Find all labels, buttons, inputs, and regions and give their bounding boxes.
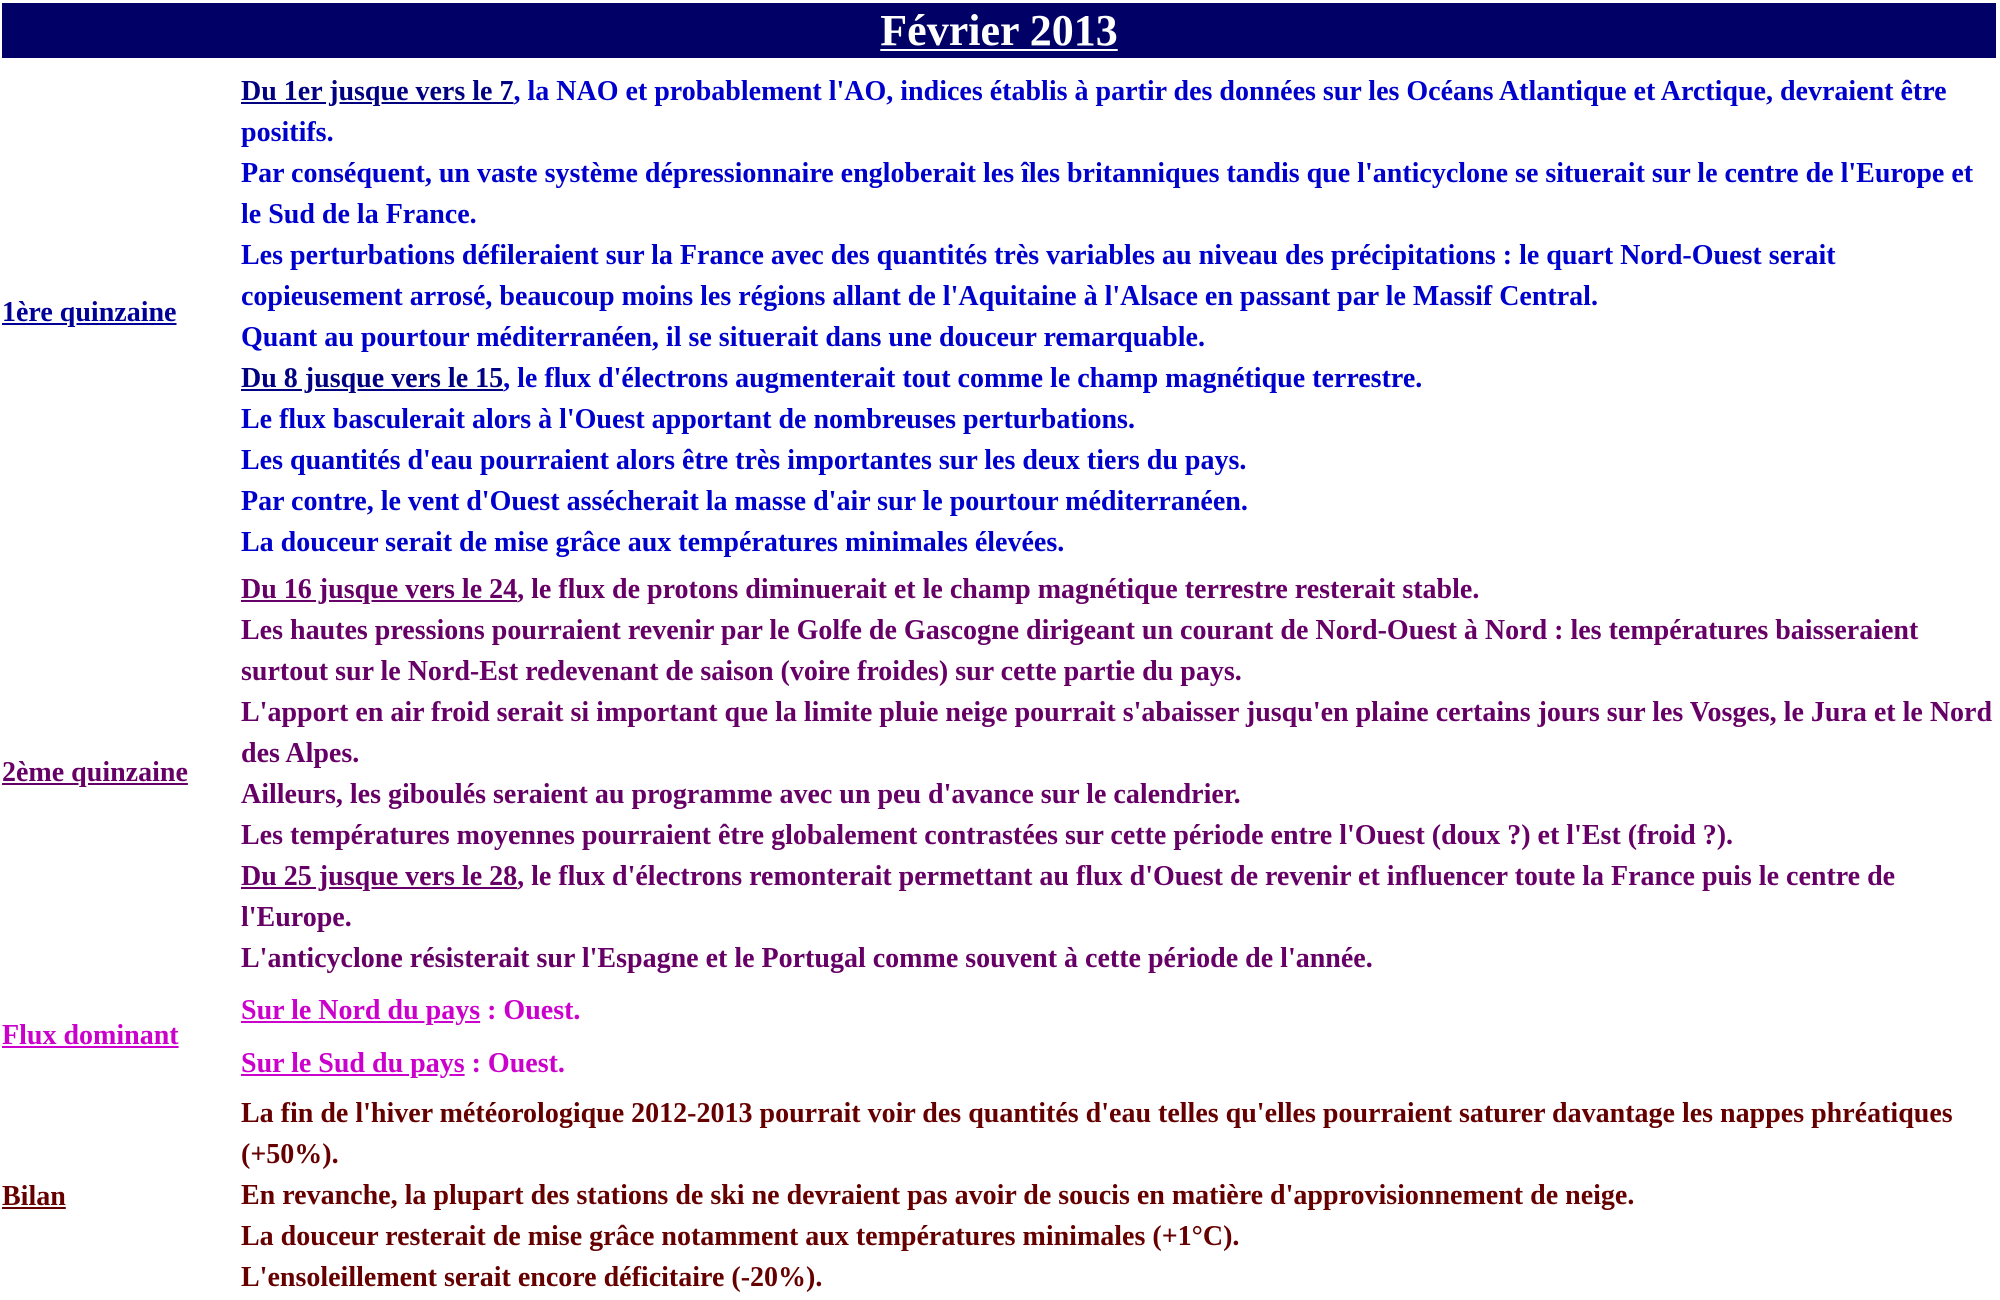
paragraph: Ailleurs, les giboulés seraient au programme avec un peu d'avance sur le calendrier. xyxy=(241,779,1241,810)
paragraph: Les températures moyennes pourraient être globalement contrastées sur cette période entre l'Ouest (doux ?) et l'Est (froid ?). xyxy=(241,820,1734,851)
section-1-content xyxy=(241,71,1996,563)
paragraph xyxy=(241,990,1996,1031)
paragraph xyxy=(241,569,1996,610)
paragraph: Quant au pourtour méditerranéen, il se situerait dans une douceur remarquable. xyxy=(241,322,1205,353)
paragraph: Le flux basculerait alors à l'Ouest apportant de nombreuses perturbations. xyxy=(241,404,1135,435)
paragraph xyxy=(241,856,1996,938)
period-link-16-24[interactable]: Du 16 jusque vers le 24 xyxy=(241,574,518,605)
paragraph: Les perturbations défileraient sur la France avec des quantités très variables au niveau des précipitations : le quart Nord-Ouest serait copieusement arrosé, beaucoup moins les régions allant de l'Aquitaine à l'Alsace en passant par le Massif Central. xyxy=(241,240,1836,312)
paragraph: Les hautes pressions pourraient revenir par le Golfe de Gascogne dirigeant un courant de Nord-Ouest à Nord : les températures baisseraient surtout sur le Nord-Est redevenant de saison (voire froides) sur cette partie du pays. xyxy=(241,615,1919,687)
section-link-bilan[interactable]: Bilan xyxy=(2,1181,66,1212)
paragraph: En revanche, la plupart des stations de ski ne devraient pas avoir de soucis en matière d'approvisionnement de neige. xyxy=(241,1180,1635,1211)
paragraph: L'apport en air froid serait si important que la limite pluie neige pourrait s'abaisser jusqu'en plaine certains jours sur les Vosges, le Jura et le Nord des Alpes. xyxy=(241,697,1993,769)
section-link-1ere-quinzaine[interactable]: 1ère quinzaine xyxy=(2,297,177,328)
paragraph: La fin de l'hiver météorologique 2012-2013 pourrait voir des quantités d'eau telles qu'elles pourraient saturer davantage les nappes phréatiques (+50%). xyxy=(241,1098,1953,1170)
paragraph-text: : Ouest. xyxy=(464,1048,565,1079)
region-link-sud[interactable]: Sur le Sud du pays xyxy=(241,1048,465,1079)
section-link-flux-dominant[interactable]: Flux dominant xyxy=(2,1020,179,1051)
paragraph: Par contre, le vent d'Ouest assécherait la masse d'air sur le pourtour méditerranéen. xyxy=(241,486,1248,517)
section-link-2eme-quinzaine[interactable]: 2ème quinzaine xyxy=(2,757,188,788)
section-2-content xyxy=(241,569,1996,979)
paragraph xyxy=(241,358,1996,399)
section-4-content xyxy=(241,1093,1996,1298)
paragraph: Par conséquent, un vaste système dépressionnaire engloberait les îles britanniques tandis que l'anticyclone se situerait sur le centre de l'Europe et le Sud de la France. xyxy=(241,158,1974,230)
paragraph xyxy=(241,71,1996,153)
section-3-content xyxy=(241,990,1996,1084)
page-title-bar xyxy=(2,3,1996,58)
paragraph-text: , le flux de protons diminuerait et le champ magnétique terrestre resterait stable. xyxy=(517,574,1480,605)
paragraph: L'ensoleillement serait encore déficitaire (-20%). xyxy=(241,1262,823,1293)
paragraph: La douceur resterait de mise grâce notamment aux températures minimales (+1°C). xyxy=(241,1221,1240,1252)
paragraph xyxy=(241,1043,1996,1084)
period-link-25-28[interactable]: Du 25 jusque vers le 28 xyxy=(241,861,518,892)
period-link-1-7[interactable]: Du 1er jusque vers le 7 xyxy=(241,76,514,107)
paragraph: Les quantités d'eau pourraient alors être très importantes sur les deux tiers du pays. xyxy=(241,445,1247,476)
period-link-8-15[interactable]: Du 8 jusque vers le 15 xyxy=(241,363,504,394)
paragraph-text: : Ouest. xyxy=(480,995,581,1026)
paragraph-text: , le flux d'électrons remonterait permettant au flux d'Ouest de revenir et influencer toute la France puis le centre de l'Europe. xyxy=(241,861,1896,933)
paragraph-text: , le flux d'électrons augmenterait tout comme le champ magnétique terrestre. xyxy=(503,363,1423,394)
paragraph-text: , la NAO et probablement l'AO, indices établis à partir des données sur les Océans Atlantique et Arctique, devraient être positifs. xyxy=(241,76,1947,148)
region-link-nord[interactable]: Sur le Nord du pays xyxy=(241,995,481,1026)
paragraph: L'anticyclone résisterait sur l'Espagne et le Portugal comme souvent à cette période de l'année. xyxy=(241,943,1373,974)
page-title: Février 2013 xyxy=(880,6,1118,55)
paragraph: La douceur serait de mise grâce aux températures minimales élevées. xyxy=(241,527,1065,558)
